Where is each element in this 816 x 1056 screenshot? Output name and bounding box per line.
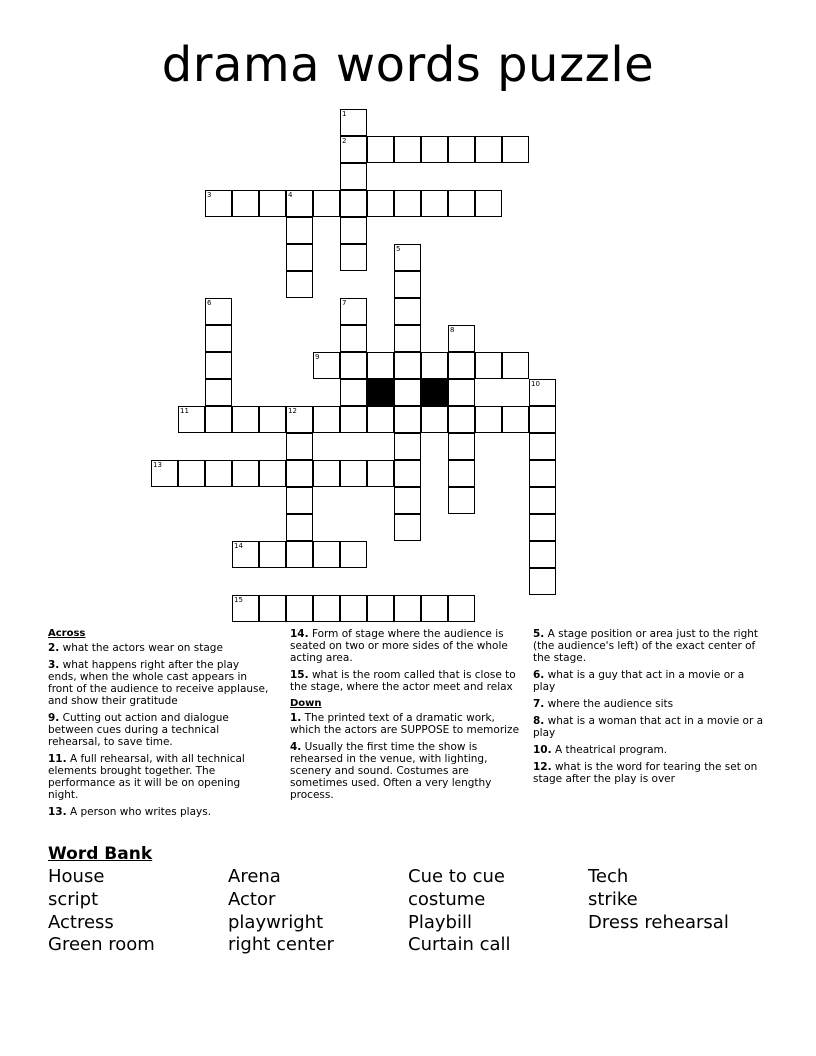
clue-number: 11.	[48, 753, 67, 765]
crossword-cell[interactable]	[421, 352, 448, 379]
word-bank-word: script	[48, 888, 99, 910]
crossword-cell[interactable]	[421, 136, 448, 163]
crossword-cell[interactable]	[421, 595, 448, 622]
clue-number: 9.	[48, 712, 60, 724]
clues-column-3	[533, 628, 765, 790]
black-square	[421, 379, 448, 406]
crossword-cell[interactable]	[529, 568, 556, 595]
word-bank-word: costume	[408, 888, 486, 910]
crossword-cell[interactable]	[394, 352, 421, 379]
clue-list	[48, 642, 270, 818]
crossword-cell[interactable]	[232, 406, 259, 433]
crossword-cell[interactable]	[475, 406, 502, 433]
word-bank-column	[228, 866, 334, 957]
clue-number: 10.	[533, 744, 552, 756]
crossword-cell[interactable]	[421, 190, 448, 217]
crossword-cell[interactable]	[367, 406, 394, 433]
crossword-cell[interactable]	[205, 190, 232, 217]
crossword-cell[interactable]	[448, 136, 475, 163]
crossword-cell[interactable]	[502, 352, 529, 379]
crossword-cell[interactable]	[394, 298, 421, 325]
clue-number: 14	[234, 542, 243, 550]
crossword-cell[interactable]	[502, 136, 529, 163]
clue-number: 1.	[290, 712, 302, 724]
crossword-cell[interactable]	[286, 190, 313, 217]
word-bank-column	[48, 866, 155, 957]
crossword-cell[interactable]	[340, 406, 367, 433]
clue-number: 9	[315, 353, 320, 361]
clue-text: what is a guy that act in a movie or a play	[533, 669, 745, 693]
clue-item	[48, 712, 270, 748]
clue-number: 3	[207, 191, 212, 199]
crossword-cell[interactable]	[529, 433, 556, 460]
clue-number: 8.	[533, 715, 545, 727]
clue-item	[290, 712, 522, 736]
clue-number: 13.	[48, 806, 67, 818]
crossword-cell[interactable]	[259, 541, 286, 568]
word-bank-word: Dress rehearsal	[588, 911, 729, 933]
clue-text: A person who writes plays.	[66, 806, 212, 818]
clue-text: Usually the first time the show is rehearsed in the venue, with lighting, scenery and sound. Costumes are sometimes used. Often a very lengthy process.	[290, 741, 492, 801]
crossword-cell[interactable]	[340, 244, 367, 271]
crossword-cell[interactable]	[529, 541, 556, 568]
crossword-cell[interactable]	[529, 514, 556, 541]
crossword-cell[interactable]	[448, 433, 475, 460]
clue-number: 6	[207, 299, 212, 307]
clue-item	[533, 628, 765, 664]
crossword-cell[interactable]	[529, 406, 556, 433]
clue-item	[533, 669, 765, 693]
black-square	[367, 379, 394, 406]
crossword-cell[interactable]	[394, 244, 421, 271]
puzzle-title: drama words puzzle	[161, 37, 655, 93]
crossword-cell[interactable]	[313, 352, 340, 379]
clue-number: 5	[396, 245, 401, 253]
word-bank-title: Word Bank	[48, 844, 153, 864]
crossword-cell[interactable]	[205, 406, 232, 433]
crossword-cell[interactable]	[286, 460, 313, 487]
clue-number: 2.	[48, 642, 60, 654]
clue-number: 5.	[533, 628, 545, 640]
crossword-cell[interactable]	[340, 109, 367, 136]
clue-text: Form of stage where the audience is seated on two or more sides of the whole acting area.	[290, 628, 508, 664]
crossword-cell[interactable]	[232, 595, 259, 622]
crossword-cell[interactable]	[340, 541, 367, 568]
word-bank-column	[408, 866, 511, 957]
word-bank-word: House	[48, 866, 105, 887]
crossword-cell[interactable]	[259, 406, 286, 433]
crossword-cell[interactable]	[178, 406, 205, 433]
word-bank-word: Cue to cue	[408, 866, 505, 887]
crossword-cell[interactable]	[286, 595, 313, 622]
clues-column-1	[48, 628, 270, 823]
crossword-cell[interactable]	[340, 325, 367, 352]
crossword-cell[interactable]	[340, 595, 367, 622]
crossword-cell[interactable]	[394, 514, 421, 541]
crossword-cell[interactable]	[394, 433, 421, 460]
crossword-cell[interactable]	[205, 298, 232, 325]
clue-text: A stage position or area just to the right (the audience's left) of the exact center of the stage.	[533, 628, 759, 664]
clue-number: 2	[342, 137, 347, 145]
crossword-cell[interactable]	[286, 487, 313, 514]
clue-list	[533, 628, 765, 785]
across-heading: Across	[48, 628, 86, 639]
crossword-cell[interactable]	[394, 460, 421, 487]
clue-text: what is the word for tearing the set on stage after the play is over	[533, 761, 758, 785]
crossword-cell[interactable]	[367, 136, 394, 163]
clue-number: 10	[531, 380, 540, 388]
clue-number: 4	[288, 191, 293, 199]
crossword-cell[interactable]	[340, 352, 367, 379]
clue-number: 8	[450, 326, 455, 334]
crossword-cell[interactable]	[286, 217, 313, 244]
crossword-cell[interactable]	[286, 541, 313, 568]
crossword-cell[interactable]	[394, 379, 421, 406]
word-bank-word: Playbill	[408, 911, 472, 933]
clue-text: what happens right after the play ends, when the whole cast appears in front of the audience to receive applause, and show their gratitude	[48, 659, 269, 707]
crossword-cell[interactable]	[448, 352, 475, 379]
crossword-cell[interactable]	[232, 541, 259, 568]
clue-item	[290, 628, 522, 664]
crossword-cell[interactable]	[340, 136, 367, 163]
crossword-cell[interactable]	[421, 406, 448, 433]
crossword-cell[interactable]	[205, 325, 232, 352]
clue-item	[48, 753, 270, 801]
crossword-cell[interactable]	[259, 460, 286, 487]
crossword-cell[interactable]	[259, 595, 286, 622]
crossword-cell[interactable]	[448, 406, 475, 433]
crossword-cell[interactable]	[475, 136, 502, 163]
crossword-cell[interactable]	[313, 541, 340, 568]
crossword-cell[interactable]	[367, 460, 394, 487]
down-heading: Down	[290, 698, 322, 709]
crossword-cell[interactable]	[394, 325, 421, 352]
crossword-cell[interactable]	[448, 460, 475, 487]
clue-item	[290, 741, 522, 801]
crossword-cell[interactable]	[448, 487, 475, 514]
clue-item	[533, 761, 765, 785]
clue-item	[48, 806, 270, 818]
crossword-cell[interactable]	[205, 460, 232, 487]
word-bank-word: strike	[588, 888, 638, 910]
word-bank-word: right center	[228, 934, 334, 956]
crossword-cell[interactable]	[286, 406, 313, 433]
crossword-cell[interactable]	[313, 595, 340, 622]
clue-number: 4.	[290, 741, 302, 753]
crossword-cell[interactable]	[394, 487, 421, 514]
clue-number: 13	[153, 461, 162, 469]
clue-number: 3.	[48, 659, 60, 671]
crossword-cell[interactable]	[286, 433, 313, 460]
clue-text: what is a woman that act in a movie or a play	[533, 715, 764, 739]
crossword-cell[interactable]	[340, 217, 367, 244]
clue-number: 6.	[533, 669, 545, 681]
crossword-cell[interactable]	[448, 595, 475, 622]
clue-number: 7	[342, 299, 347, 307]
crossword-cell[interactable]	[394, 271, 421, 298]
crossword-cell[interactable]	[394, 595, 421, 622]
crossword-cell[interactable]	[367, 595, 394, 622]
crossword-cell[interactable]	[313, 190, 340, 217]
clue-list	[290, 712, 522, 801]
crossword-cell[interactable]	[286, 271, 313, 298]
crossword-cell[interactable]	[286, 244, 313, 271]
clue-text: A full rehearsal, with all technical elements brought together. The performance as it will be on opening night.	[48, 753, 245, 801]
word-bank-word: playwright	[228, 911, 324, 933]
crossword-cell[interactable]	[448, 379, 475, 406]
crossword-cell[interactable]	[340, 298, 367, 325]
word-bank-column	[588, 866, 729, 934]
clue-text: where the audience sits	[544, 698, 674, 710]
crossword-cell[interactable]	[313, 406, 340, 433]
clue-item	[290, 669, 522, 693]
clue-text: The printed text of a dramatic work, which the actors are SUPPOSE to memorize	[290, 712, 520, 736]
clue-number: 14.	[290, 628, 309, 640]
crossword-cell[interactable]	[340, 163, 367, 190]
clues-column-2	[290, 628, 522, 806]
crossword-cell[interactable]	[475, 190, 502, 217]
crossword-cell[interactable]	[394, 190, 421, 217]
clue-number: 15	[234, 596, 243, 604]
crossword-cell[interactable]	[394, 406, 421, 433]
crossword-cell[interactable]	[394, 136, 421, 163]
word-bank-word: Curtain call	[408, 934, 511, 956]
crossword-cell[interactable]	[340, 190, 367, 217]
clue-text: Cutting out action and dialogue between cues during a technical rehearsal, to save time.	[48, 712, 229, 748]
crossword-cell[interactable]	[232, 190, 259, 217]
crossword-cell[interactable]	[286, 514, 313, 541]
word-bank-word: Tech	[588, 866, 629, 887]
crossword-cell[interactable]	[232, 460, 259, 487]
crossword-cell[interactable]	[205, 352, 232, 379]
crossword-cell[interactable]	[475, 352, 502, 379]
crossword-cell[interactable]	[502, 406, 529, 433]
clue-text: what is the room called that is close to the stage, where the actor meet and relax	[290, 669, 516, 693]
clue-item	[533, 744, 765, 756]
crossword-cell[interactable]	[367, 190, 394, 217]
crossword-cell[interactable]	[205, 379, 232, 406]
word-bank-word: Green room	[48, 934, 155, 956]
clue-number: 7.	[533, 698, 545, 710]
clue-number: 15.	[290, 669, 309, 681]
crossword-cell[interactable]	[529, 379, 556, 406]
crossword-cell[interactable]	[529, 487, 556, 514]
clue-number: 12	[288, 407, 297, 415]
crossword-cell[interactable]	[340, 379, 367, 406]
clue-item	[48, 659, 270, 707]
clue-number: 1	[342, 110, 347, 118]
crossword-cell[interactable]	[448, 325, 475, 352]
word-bank-word: Actor	[228, 888, 276, 910]
crossword-cell[interactable]	[259, 190, 286, 217]
crossword-cell[interactable]	[151, 460, 178, 487]
crossword-cell[interactable]	[529, 460, 556, 487]
crossword-cell[interactable]	[178, 460, 205, 487]
word-bank-word: Arena	[228, 866, 281, 887]
clue-text: what the actors wear on stage	[59, 642, 223, 654]
clue-number: 11	[180, 407, 189, 415]
clue-item	[48, 642, 270, 654]
crossword-cell[interactable]	[340, 460, 367, 487]
clue-item	[533, 698, 765, 710]
crossword-cell[interactable]	[448, 190, 475, 217]
clue-number: 12.	[533, 761, 552, 773]
clue-text: A theatrical program.	[551, 744, 668, 756]
crossword-cell[interactable]	[313, 460, 340, 487]
word-bank-word: Actress	[48, 911, 114, 933]
clue-list	[290, 628, 522, 693]
crossword-cell[interactable]	[367, 352, 394, 379]
clue-item	[533, 715, 765, 739]
